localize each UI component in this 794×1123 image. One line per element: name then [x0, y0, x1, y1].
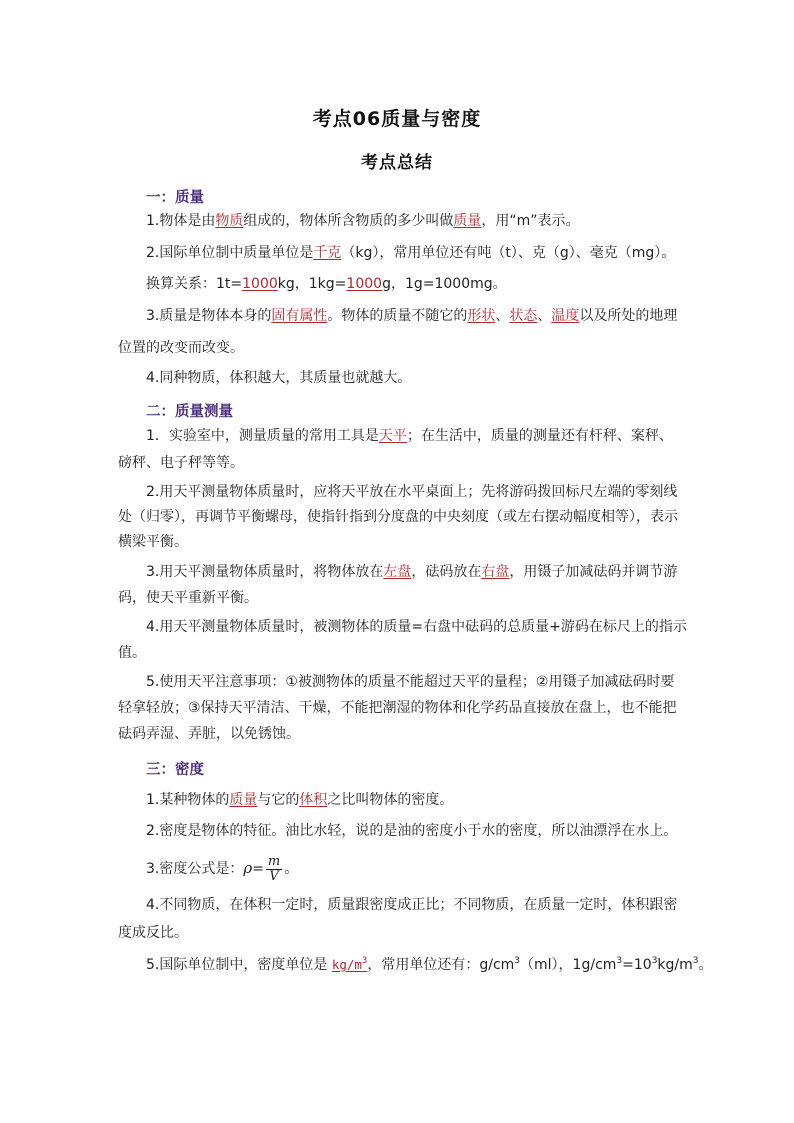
mass-line-3-cont: 位置的改变而改变。	[118, 340, 244, 356]
text: 以及所处的地理	[579, 308, 678, 324]
text: kg/m	[657, 957, 693, 973]
measure-line-3	[146, 562, 677, 582]
measure-line-5-cont2: 砝码弄湿、弄脏，以免锈蚀。	[118, 726, 300, 742]
text: 3.用天平测量物体质量时，将物体放在	[146, 564, 384, 580]
text: g，1g=1000mg。	[382, 276, 507, 292]
rho-symbol: ρ	[243, 859, 253, 877]
text: 、	[495, 308, 510, 324]
keyword-state: 状态	[509, 308, 538, 324]
keyword-kilogram: 千克	[313, 245, 342, 261]
text: （kg），常用单位还有吨（t）、克（g）、毫克（mg）。	[341, 245, 676, 261]
keyword-right-pan: 右盘	[481, 564, 510, 580]
text: =10	[622, 957, 652, 973]
measure-line-2: 2.用天平测量物体质量时，应将天平放在水平桌面上；先将游码拨回标尺左端的零刻线	[146, 484, 678, 500]
text: 换算关系：1t=	[146, 276, 243, 292]
fraction-denominator: V	[269, 868, 279, 884]
keyword-balance: 天平	[378, 428, 407, 444]
keyword-inherent-property: 固有属性	[271, 308, 328, 324]
measure-line-2-cont2: 横梁平衡。	[118, 534, 188, 550]
mass-conversion-line	[146, 274, 507, 294]
density-line-4: 4.不同物质，在体积一定时，质量跟密度成正比；不同物质，在质量一定时，体积跟密	[146, 897, 678, 913]
text: 1．实验室中，测量质量的常用工具是	[146, 428, 379, 444]
measure-line-3-cont: 码，使天平重新平衡。	[118, 590, 258, 606]
text: ，用镊子加减砝码并调节游	[509, 564, 678, 580]
superscript: 3	[514, 956, 521, 966]
mass-line-1	[146, 211, 580, 231]
keyword-temperature: 温度	[551, 308, 580, 324]
text: 之比叫物体的密度。	[327, 792, 454, 808]
text: 与它的	[257, 792, 300, 808]
density-unit-line	[146, 955, 713, 975]
superscript: 3	[616, 956, 623, 966]
text: 、	[537, 308, 552, 324]
mass-line-3	[146, 306, 677, 326]
keyword-left-pan: 左盘	[383, 564, 412, 580]
density-formula-line	[146, 853, 298, 884]
text: 2.国际单位制中质量单位是	[146, 245, 314, 261]
unit-text: kg/m	[331, 957, 362, 972]
text: 组成的，物体所含物质的多少叫做	[243, 213, 454, 229]
text: kg，1kg=	[277, 276, 347, 292]
measure-line-5-cont: 轻拿轻放；③保持天平清洁、干燥，不能把潮湿的物体和化学药品直接放在盘上，也不能把	[118, 700, 677, 716]
text: ，用“m”表示。	[481, 213, 580, 229]
section-heading-mass: 一：质量	[146, 190, 204, 206]
mass-line-4: 4.同种物质，体积越大，其质量也就越大。	[146, 370, 412, 386]
keyword-matter: 物质	[215, 213, 244, 229]
text: 。	[698, 957, 713, 973]
keyword-mass: 质量	[453, 213, 482, 229]
measure-line-1-cont: 磅秤、电子秤等等。	[118, 455, 244, 471]
text: ；在生活中，质量的测量还有杆秤、案秤、	[406, 428, 673, 444]
text: 。	[284, 861, 299, 877]
keyword-1000-kg: 1000	[242, 276, 278, 292]
text: 。物体的质量不随它的	[327, 308, 468, 324]
density-line-2: 2.密度是物体的特征。油比水轻，说的是油的密度小于水的密度，所以油漂浮在水上。	[146, 823, 678, 839]
document-subtitle: 考点总结	[361, 153, 433, 173]
keyword-volume: 体积	[299, 792, 328, 808]
superscript: 3	[361, 956, 368, 966]
equals-sign: =	[252, 861, 264, 877]
keyword-shape: 形状	[467, 308, 496, 324]
mass-line-2	[146, 243, 675, 263]
text: 5.国际单位制中，密度单位是	[146, 957, 332, 973]
section-heading-mass-measurement: 二：质量测量	[146, 404, 233, 420]
text: 3.质量是物体本身的	[146, 308, 272, 324]
measure-line-4: 4.用天平测量物体质量时，被测物体的质量=右盘中砝码的总质量+游码在标尺上的指示	[146, 619, 687, 635]
fraction-numerator: m	[267, 853, 281, 869]
document-title: 考点06质量与密度	[312, 108, 482, 130]
text: 3.密度公式是：	[146, 861, 244, 877]
text: ，常用单位还有：g/cm	[367, 957, 515, 973]
text: 1.物体是由	[146, 213, 216, 229]
measure-line-4-cont: 值。	[118, 645, 146, 661]
measure-line-2-cont: 处（归零），再调节平衡螺母，使指针指到分度盘的中央刻度（或左右摆动幅度相等），表示	[118, 509, 678, 525]
section-heading-density: 三：密度	[146, 762, 204, 778]
text: ，砝码放在	[411, 564, 482, 580]
density-fraction	[266, 855, 282, 884]
superscript: 3	[651, 956, 658, 966]
keyword-mass: 质量	[229, 792, 258, 808]
superscript: 3	[692, 956, 699, 966]
density-line-4-cont: 度成反比。	[118, 925, 188, 941]
keyword-kg-per-m3	[332, 957, 368, 972]
text: （ml），1g/cm	[520, 957, 617, 973]
measure-line-5: 5.使用天平注意事项：①被测物体的质量不能超过天平的量程；②用镊子加减砝码时要	[146, 674, 675, 690]
density-line-1	[146, 790, 453, 810]
keyword-1000-g: 1000	[346, 276, 383, 292]
measure-line-1	[146, 426, 673, 446]
text: 1.某种物体的	[146, 792, 230, 808]
